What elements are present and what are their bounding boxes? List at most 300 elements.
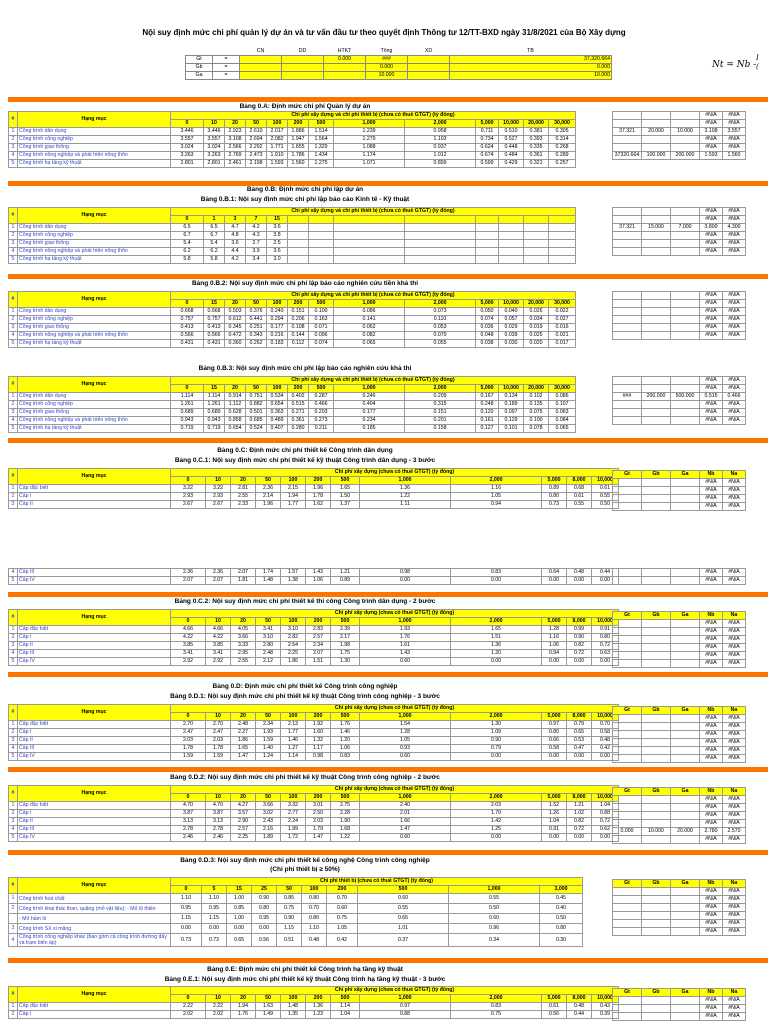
hash-header: #: [9, 292, 18, 308]
result-cell: [613, 308, 642, 316]
cell-value: 1.76: [231, 1011, 256, 1019]
interpolation-result-table: [612, 706, 746, 763]
column-header: 10,000: [499, 300, 524, 308]
result-cell: [642, 644, 671, 652]
cell-value: 1.37: [331, 501, 360, 509]
column-header: 15: [204, 385, 225, 393]
cell-value: 1.275: [309, 160, 334, 168]
summary-cell: [282, 72, 324, 80]
cell-value: 1.66: [360, 818, 451, 826]
cell-value: 0.053: [405, 324, 476, 332]
result-row: [613, 224, 746, 232]
row-number: 3: [9, 818, 18, 826]
column-header: 15: [204, 300, 225, 308]
cell-value: 3.87: [171, 810, 206, 818]
result-cell: #N/A: [723, 1013, 746, 1021]
result-cell: [671, 912, 700, 920]
row-number: 2: [9, 232, 18, 240]
cell-value: 0.248: [476, 401, 499, 409]
cell-value: 1.93: [360, 626, 451, 634]
cell-value: 0.00: [567, 834, 592, 842]
cell-value: [524, 224, 549, 232]
row-name: Công trình nông nghiệp và phát triển nông thôn: [18, 417, 171, 425]
column-header: [334, 216, 405, 224]
cell-value: 0.39: [592, 1011, 619, 1019]
data-table: [8, 376, 576, 433]
cell-value: 2.77: [281, 810, 306, 818]
result-cell: #N/A: [700, 495, 723, 503]
column-header: 3,000: [540, 886, 583, 894]
result-cell: [671, 747, 700, 755]
cell-value: 2.02: [206, 1011, 231, 1019]
section-title: Bảng 0.B.2: Nội suy định mức chi phí lập báo cáo nghiên cứu tiền khả thi: [191, 280, 419, 287]
result-cell: #N/A: [723, 812, 746, 820]
cell-value: 0.100: [309, 308, 334, 316]
cell-value: 0.99: [567, 626, 592, 634]
cell-value: 1.04: [592, 802, 619, 810]
cell-value: 1.27: [281, 745, 306, 753]
row-number: 2: [9, 493, 18, 501]
column-header: 0: [171, 618, 206, 626]
cell-value: 0.134: [499, 393, 524, 401]
cell-value: 0.407: [267, 425, 288, 433]
cell-value: 0.914: [225, 393, 246, 401]
result-cell: #N/A: [723, 715, 746, 723]
result-cell: [642, 308, 671, 316]
result-cell: [671, 409, 700, 417]
cell-value: 1.05: [360, 737, 451, 745]
cell-value: 4.3: [246, 232, 267, 240]
column-header: 100: [281, 618, 306, 626]
cell-value: 1.20: [451, 650, 542, 658]
hang-muc-header: Hạng mục: [18, 705, 171, 721]
cell-value: 0.91: [542, 826, 567, 834]
result-cell: [613, 292, 642, 300]
section-divider: [8, 438, 768, 443]
summary-col-header: Tổng: [380, 48, 393, 54]
cell-value: 0.85: [227, 904, 252, 914]
column-header: 10,000: [592, 477, 619, 485]
result-cell: [613, 904, 642, 912]
cell-value: 6.5: [204, 224, 225, 232]
result-cell: [613, 136, 642, 144]
page-title: Nội suy định mức chi phí quản lý dự án và tư vấn đầu tư theo quyết định Thông tư 12/TT-BXD ngày 31/8/2021 của Bộ Xây dựng: [142, 28, 626, 37]
summary-cell: [324, 72, 366, 80]
cell-value: 2.16: [256, 826, 281, 834]
cell-value: 2.67: [206, 501, 231, 509]
result-cell: [642, 232, 671, 240]
cell-value: 0.689: [171, 409, 204, 417]
result-cell: [642, 120, 671, 128]
column-header: 10,000: [499, 385, 524, 393]
summary-cell: [408, 64, 450, 72]
column-header: 5,000: [476, 385, 499, 393]
summary-col-header: HTKT: [337, 48, 352, 54]
result-row: [613, 128, 746, 136]
cell-value: 0.674: [476, 152, 499, 160]
cell-value: [405, 240, 476, 248]
result-cell: #N/A: [700, 240, 723, 248]
cell-value: 0.30: [540, 934, 583, 947]
summary-row: [186, 64, 612, 72]
column-header: 10,000: [592, 995, 619, 1003]
table-row: [9, 737, 619, 745]
cell-value: 2.5: [267, 240, 288, 248]
cell-value: [524, 256, 549, 264]
column-header: 1,000: [360, 995, 451, 1003]
result-cell: [671, 216, 700, 224]
cell-value: 0.050: [476, 308, 499, 316]
row-number: 2: [9, 316, 18, 324]
result-row: [613, 896, 746, 904]
hang-muc-header: Hạng mục: [18, 987, 171, 1003]
table-caption: Chi phí xây dựng (chưa có thuế GTGT) (tỷ đồng): [171, 469, 619, 477]
column-header: 5,000: [542, 713, 567, 721]
cell-value: [476, 232, 499, 240]
cell-value: 0.61: [567, 493, 592, 501]
cell-value: 0.95: [252, 914, 277, 924]
cell-value: 0.45: [540, 894, 583, 904]
summary-col-header: [213, 48, 240, 56]
cell-value: 4.8: [225, 232, 246, 240]
result-cell: 20.000: [642, 128, 671, 136]
cell-value: 1.23: [306, 1011, 331, 1019]
column-header: 50: [246, 385, 267, 393]
cell-value: 1.65: [331, 485, 360, 493]
column-header: 1,000: [449, 886, 540, 894]
column-header: [309, 216, 334, 224]
result-cell: [642, 495, 671, 503]
cell-value: 0.89: [331, 577, 360, 585]
result-cell: [642, 479, 671, 487]
cell-value: 2.54: [281, 642, 306, 650]
cell-value: 2.43: [256, 818, 281, 826]
cell-value: 0.55: [567, 501, 592, 509]
data-table-continued: [8, 568, 619, 585]
result-cell: [671, 644, 700, 652]
result-cell: #N/A: [723, 820, 746, 828]
cell-value: 5.4: [171, 240, 204, 248]
column-header: [405, 216, 476, 224]
section-divider: [8, 97, 768, 102]
result-cell: [642, 820, 671, 828]
cell-value: 0.027: [549, 316, 576, 324]
cell-value: 0.97: [542, 721, 567, 729]
table-caption: Chi phí xây dựng (chưa có thuế GTGT) (tỷ đồng): [171, 987, 619, 995]
interpolation-result-table: [612, 879, 746, 936]
column-header: 20: [231, 618, 256, 626]
table-row: [9, 493, 619, 501]
cell-value: 0.97: [360, 1003, 451, 1011]
column-header: 50: [256, 794, 281, 802]
cell-value: 1.16: [451, 485, 542, 493]
cell-value: 0.086: [549, 393, 576, 401]
column-header: 1,000: [334, 300, 405, 308]
result-cell: [613, 377, 642, 385]
cell-value: 0.70: [302, 904, 327, 914]
section-divider: [8, 592, 768, 597]
cell-value: 3.02: [256, 810, 281, 818]
cell-value: 1.42: [451, 818, 542, 826]
cell-value: 2.90: [231, 818, 256, 826]
result-cell: [671, 208, 700, 216]
result-cell: #N/A: [723, 417, 746, 425]
row-name: Cấp I: [18, 634, 171, 642]
column-header: 500: [331, 995, 360, 1003]
result-cell: [671, 628, 700, 636]
column-header: 8,000: [567, 618, 592, 626]
cell-value: 0.83: [331, 753, 360, 761]
result-row: [613, 836, 746, 844]
summary-cell: [408, 56, 450, 64]
cell-value: [549, 232, 576, 240]
cell-value: 3.4: [246, 256, 267, 264]
cell-value: 1.49: [256, 1011, 281, 1019]
cell-value: [288, 256, 309, 264]
result-cell: [671, 479, 700, 487]
table-row: [9, 650, 619, 658]
result-cell: #N/A: [723, 292, 746, 300]
cell-value: 0.120: [476, 409, 499, 417]
row-number: 1: [9, 1003, 18, 1011]
hash-header: #: [9, 112, 18, 128]
cell-value: 1.947: [288, 136, 309, 144]
cell-value: 2.03: [306, 818, 331, 826]
row-name: Cấp III: [18, 569, 171, 577]
cell-value: 1.47: [306, 834, 331, 842]
result-cell: [642, 332, 671, 340]
row-number: 5: [9, 658, 18, 666]
table-row: [9, 136, 576, 144]
result-header: Gt: [613, 788, 642, 796]
table-caption: Chi phí thiết bị (chưa có thuế GTGT) (tỷ đồng): [171, 878, 583, 886]
result-cell: [613, 628, 642, 636]
result-cell: [642, 417, 671, 425]
cell-value: [476, 248, 499, 256]
result-cell: [671, 577, 700, 585]
result-cell: #N/A: [700, 569, 723, 577]
cell-value: 2.36: [206, 569, 231, 577]
result-header: Na: [723, 612, 746, 620]
cell-value: 0.127: [476, 425, 499, 433]
result-cell: #N/A: [723, 928, 746, 936]
cell-value: 0.98: [360, 569, 451, 577]
cell-value: 3.6: [225, 240, 246, 248]
cell-value: 1.16: [542, 634, 567, 642]
column-header: 200: [288, 385, 309, 393]
cell-value: 1.99: [281, 826, 306, 834]
summary-cell: 0.000: [450, 64, 612, 72]
table-row: [9, 894, 583, 904]
section-subtitle: (Chi phí thiết bị ≥ 50%): [270, 866, 340, 873]
result-cell: [671, 292, 700, 300]
cell-value: 1.96: [256, 501, 281, 509]
cell-value: 5.8: [204, 256, 225, 264]
cell-value: 0.101: [499, 425, 524, 433]
cell-value: 0.48: [302, 934, 327, 947]
cell-value: 0.129: [499, 417, 524, 425]
row-name: Công trình SX xi măng: [18, 924, 171, 934]
table-row: [9, 417, 576, 425]
cell-value: 2.93: [206, 493, 231, 501]
cell-value: 2.07: [171, 577, 206, 585]
cell-value: 1.52: [542, 802, 567, 810]
cell-value: 1.24: [256, 753, 281, 761]
result-cell: 20.000: [671, 828, 700, 836]
cell-value: 0.60: [360, 834, 451, 842]
result-cell: #N/A: [700, 248, 723, 256]
cell-value: 0.55: [449, 894, 540, 904]
result-cell: [642, 896, 671, 904]
result-cell: [613, 812, 642, 820]
result-cell: #N/A: [700, 620, 723, 628]
result-cell: [642, 715, 671, 723]
cell-value: 0.019: [524, 324, 549, 332]
cell-value: 0.441: [246, 316, 267, 324]
result-cell: [613, 216, 642, 224]
table-row: [9, 569, 619, 577]
table-row: [9, 934, 583, 947]
result-row: [613, 904, 746, 912]
row-number: 3: [9, 924, 18, 934]
result-header: Nb: [700, 471, 723, 479]
column-header: 15: [227, 886, 252, 894]
cell-value: 1.60: [306, 729, 331, 737]
row-number: 3: [9, 501, 18, 509]
cell-value: 2.33: [231, 501, 256, 509]
result-cell: [671, 308, 700, 316]
cell-value: 1.01: [358, 924, 449, 934]
result-cell: #N/A: [723, 888, 746, 896]
cell-value: 1.50: [331, 493, 360, 501]
cell-value: 2.95: [231, 650, 256, 658]
cell-value: 0.030: [499, 340, 524, 348]
table-row: [9, 340, 576, 348]
cell-value: 0.262: [246, 340, 267, 348]
result-cell: #N/A: [700, 715, 723, 723]
cell-value: 0.00: [227, 924, 252, 934]
cell-value: 0.58: [592, 729, 619, 737]
result-cell: #N/A: [700, 216, 723, 224]
cell-value: 0.167: [476, 393, 499, 401]
cell-value: 1.79: [306, 826, 331, 834]
table-row: [9, 409, 576, 417]
result-cell: #N/A: [723, 144, 746, 152]
result-row: [613, 620, 746, 628]
row-name: Cấp II: [18, 642, 171, 650]
result-cell: [642, 208, 671, 216]
result-cell: 10.000: [642, 828, 671, 836]
cell-value: 0.271: [288, 409, 309, 417]
result-cell: [613, 896, 642, 904]
column-header: 200: [288, 300, 309, 308]
cell-value: 0.289: [549, 152, 576, 160]
result-cell: #N/A: [700, 300, 723, 308]
cell-value: 0.246: [334, 393, 405, 401]
result-cell: [613, 620, 642, 628]
result-cell: [613, 487, 642, 495]
cell-value: 2.07: [306, 650, 331, 658]
hash-header: #: [9, 878, 18, 894]
cell-value: 2.46: [171, 834, 206, 842]
result-cell: [613, 240, 642, 248]
cell-value: 1.04: [542, 818, 567, 826]
result-cell: [671, 928, 700, 936]
section-title: Bảng 0.E: Định mức chi phí thiết kế Công trình hạ tầng kỹ thuật: [207, 966, 403, 973]
cell-value: 0.58: [542, 745, 567, 753]
cell-value: 0.685: [246, 417, 267, 425]
table-row: [9, 810, 619, 818]
result-cell: [642, 300, 671, 308]
table-caption: Chi phí xây dựng và chi phí thiết bị (chưa có thuế GTGT) (tỷ đồng): [171, 377, 576, 385]
cell-value: 0.257: [549, 160, 576, 168]
cell-value: 1.89: [256, 834, 281, 842]
row-number: 5: [9, 160, 18, 168]
cell-value: 2.610: [246, 128, 267, 136]
row-name: Công trình dân dụng: [18, 308, 171, 316]
cell-value: 0.94: [542, 650, 567, 658]
result-cell: 4.300: [723, 224, 746, 232]
row-number: 5: [9, 256, 18, 264]
result-cell: [642, 928, 671, 936]
cell-value: [549, 248, 576, 256]
result-cell: [671, 136, 700, 144]
result-header: Ga: [671, 707, 700, 715]
result-cell: [671, 112, 700, 120]
result-cell: ###: [613, 393, 642, 401]
result-cell: [613, 300, 642, 308]
table-row: [9, 240, 576, 248]
cell-value: 0.429: [499, 160, 524, 168]
cell-value: 1.81: [231, 577, 256, 585]
result-header: Ga: [671, 471, 700, 479]
cell-value: 1.05: [451, 493, 542, 501]
column-header: 2,000: [451, 995, 542, 1003]
section-divider: [8, 958, 768, 963]
result-cell: #N/A: [723, 1005, 746, 1013]
result-cell: #N/A: [723, 409, 746, 417]
result-cell: [642, 796, 671, 804]
interpolation-result-table: [612, 988, 746, 1021]
row-number: 5: [9, 577, 18, 585]
cell-value: 0.158: [405, 425, 476, 433]
cell-value: 1.514: [309, 128, 334, 136]
cell-value: 3.446: [204, 128, 225, 136]
cell-value: 2.13: [281, 721, 306, 729]
cell-value: 3.024: [204, 144, 225, 152]
row-name: Cấp đặc biệt: [18, 721, 171, 729]
cell-value: 2.7: [246, 240, 267, 248]
cell-value: 1.48: [256, 577, 281, 585]
column-header: 100: [281, 477, 306, 485]
cell-value: 1.071: [334, 160, 405, 168]
data-table: [8, 291, 576, 348]
cell-value: 2.461: [225, 160, 246, 168]
result-cell: #N/A: [700, 401, 723, 409]
result-row: [613, 569, 746, 577]
row-name: Công trình công nghiệp khác (bao gồm cả công trình đường dây và trạm biến áp): [18, 934, 171, 947]
row-name: Công trình công nghiệp: [18, 232, 171, 240]
result-cell: [613, 928, 642, 936]
cell-value: 2.80: [256, 642, 281, 650]
result-cell: #N/A: [700, 144, 723, 152]
row-number: 4: [9, 826, 18, 834]
row-name: Công trình nông nghiệp và phát triển nông thôn: [18, 332, 171, 340]
row-name: Công trình hạ tầng kỹ thuật: [18, 340, 171, 348]
cell-value: 1.51: [306, 658, 331, 666]
cell-value: 4.2: [225, 256, 246, 264]
column-header: 30,000: [549, 385, 576, 393]
